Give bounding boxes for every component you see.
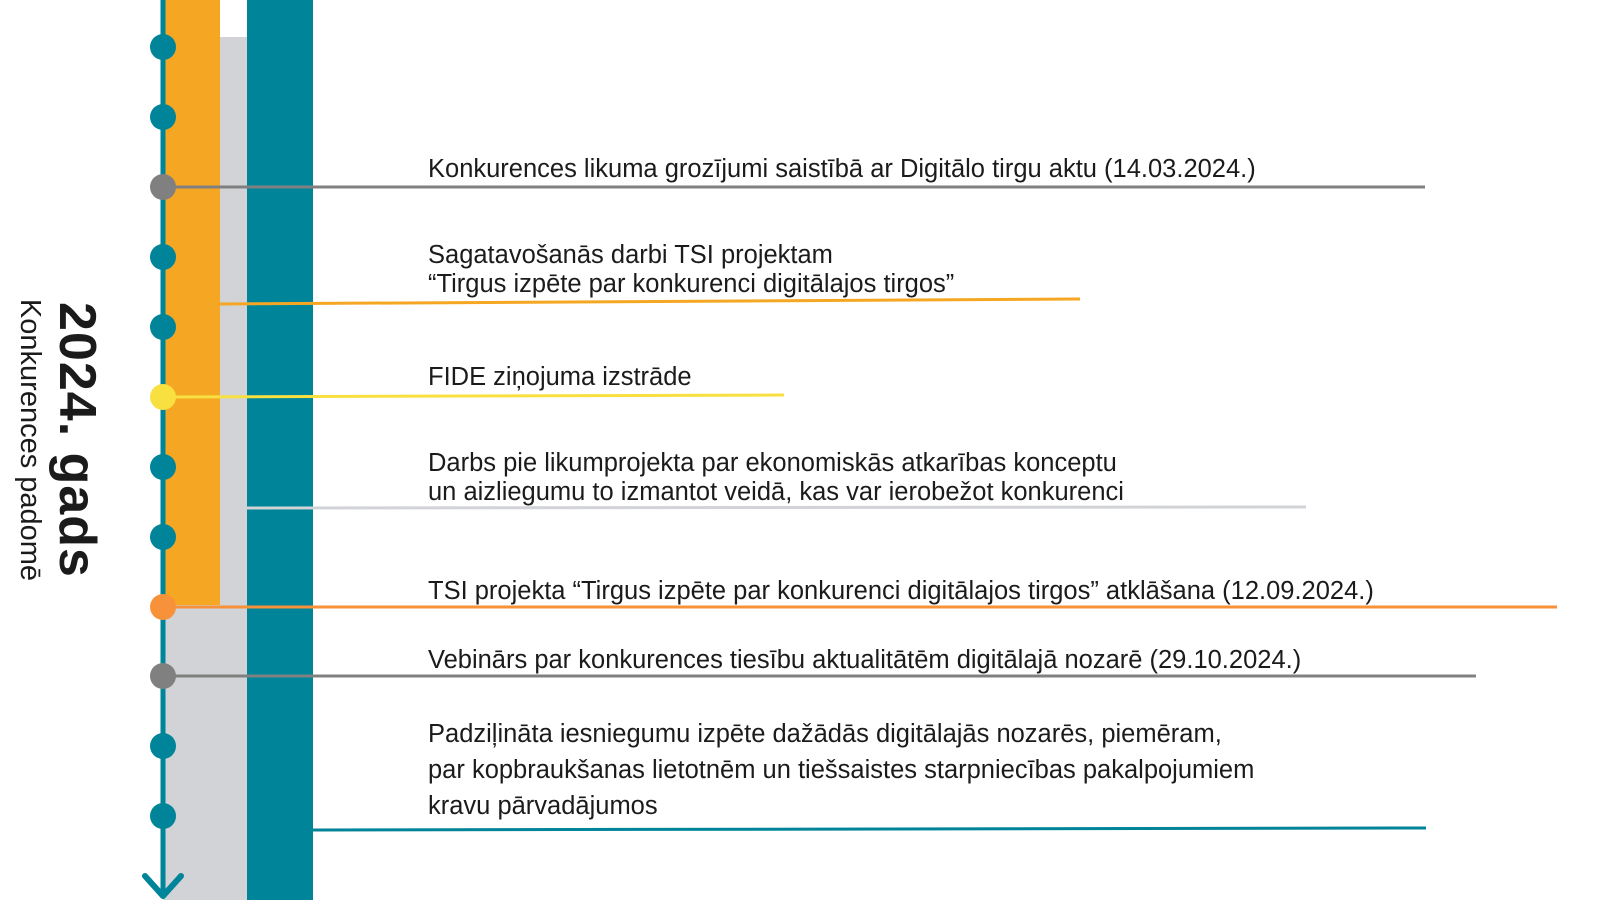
- timeline-dot: [150, 244, 176, 270]
- event-label-2: [428, 241, 954, 299]
- event-label-4-line-2: un aizliegumu to izmantot veidā, kas var ierobežot konkurenci: [428, 478, 1124, 506]
- timeline-dot: [150, 454, 176, 480]
- year-title: 2024. gads: [48, 302, 106, 578]
- event-line-7: [313, 828, 1426, 830]
- event-marker-3: [150, 384, 176, 410]
- event-label-6: Vebinārs par konkurences tiesību aktualitātēm digitālajā nozarē (29.10.2024.): [428, 646, 1302, 674]
- event-line-2: [220, 299, 1080, 304]
- timeline-dot: [150, 104, 176, 130]
- event-marker-1: [150, 174, 176, 200]
- event-line-4: [247, 507, 1306, 508]
- event-marker-6: [150, 663, 176, 689]
- organization-subtitle: Konkurences padomē: [14, 298, 46, 582]
- event-label-7-line-1: Padziļināta iesniegumu izpēte dažādās digitālajās nozarēs, piemēram,: [428, 720, 1222, 748]
- title-block: [13, 299, 107, 581]
- timeline-dot: [150, 524, 176, 550]
- event-label-7: [428, 716, 1254, 824]
- teal-bar: [247, 0, 313, 900]
- event-label-2-line-1: Sagatavošanās darbi TSI projektam: [428, 241, 833, 269]
- timeline-dot: [150, 314, 176, 340]
- timeline-dot: [150, 733, 176, 759]
- event-label-1: Konkurences likuma grozījumi saistībā ar Digitālo tirgu aktu (14.03.2024.): [428, 155, 1256, 183]
- event-label-7-line-2: par kopbraukšanas lietotnēm un tiešsaistes starpniecības pakalpojumiem: [428, 756, 1255, 784]
- event-label-2-line-2: “Tirgus izpēte par konkurenci digitālajos tirgos”: [428, 270, 955, 298]
- timeline-dot: [150, 34, 176, 60]
- event-label-3: FIDE ziņojuma izstrāde: [428, 363, 692, 391]
- orange-bar: [163, 0, 220, 605]
- timeline-dot: [150, 803, 176, 829]
- event-label-4: [428, 449, 1124, 507]
- event-label-5: TSI projekta “Tirgus izpēte par konkurenci digitālajos tirgos” atklāšana (12.09.2024.): [428, 577, 1374, 605]
- event-label-7-line-3: kravu pārvadājumos: [428, 792, 658, 820]
- event-label-4-line-1: Darbs pie likumprojekta par ekonomiskās atkarības konceptu: [428, 449, 1117, 477]
- event-line-3: [163, 395, 784, 397]
- event-marker-5: [150, 594, 176, 620]
